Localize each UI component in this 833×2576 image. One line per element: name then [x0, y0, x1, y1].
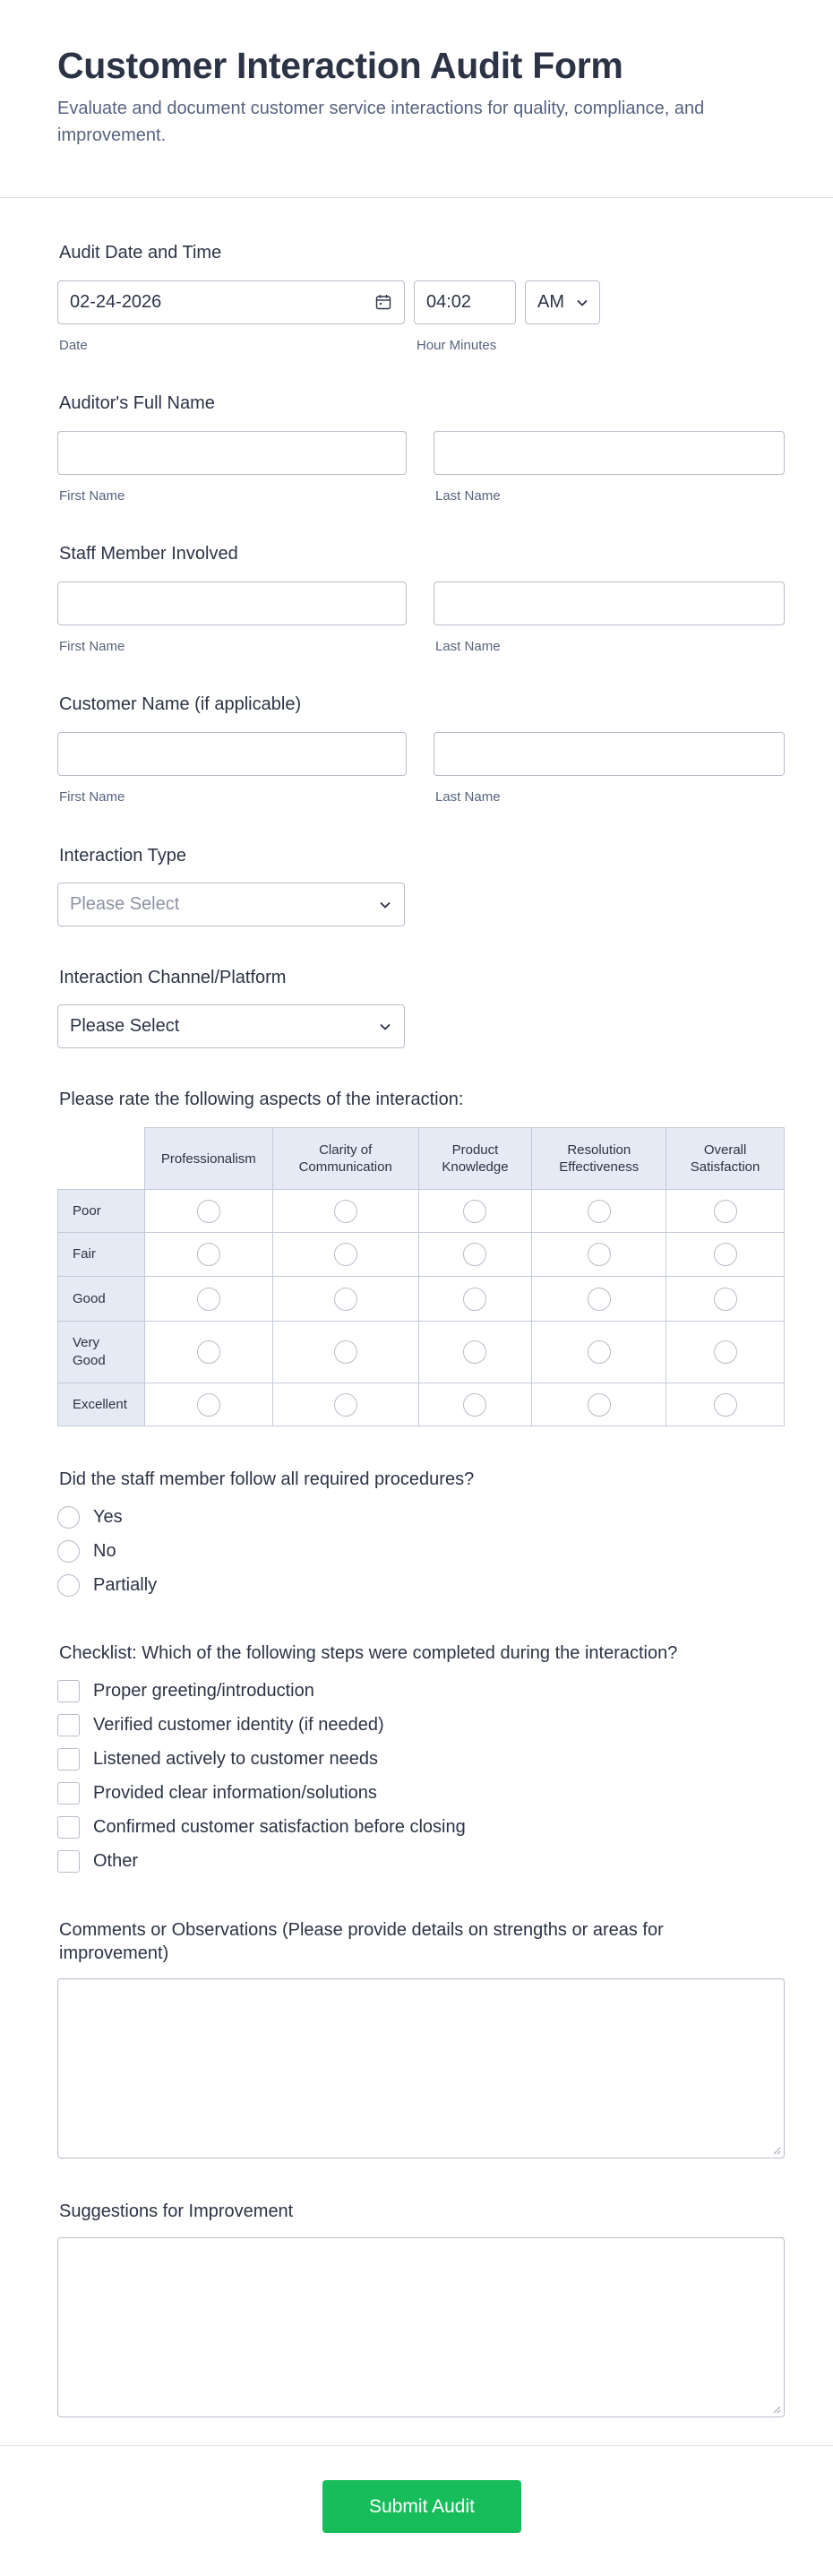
matrix-cell[interactable] [144, 1322, 272, 1383]
customer-name-label: Customer Name (if applicable) [59, 694, 302, 714]
matrix-cell[interactable] [144, 1233, 272, 1277]
auditor-first-name-sublabel: First Name [59, 488, 125, 504]
radio-button[interactable] [197, 1288, 220, 1311]
radio-button[interactable] [334, 1200, 357, 1223]
comments-textarea[interactable] [57, 1978, 785, 2158]
staff-last-name-sublabel: Last Name [435, 639, 501, 654]
date-sublabel: Date [59, 338, 88, 353]
radio-button[interactable] [588, 1200, 611, 1223]
matrix-cell[interactable] [532, 1233, 666, 1277]
matrix-cell[interactable] [418, 1277, 532, 1322]
matrix-cell[interactable] [532, 1190, 666, 1233]
radio-button[interactable] [463, 1200, 486, 1223]
procedures-option-yes[interactable] [57, 1506, 123, 1529]
matrix-row-very-good [58, 1322, 785, 1383]
matrix-cell[interactable] [272, 1277, 418, 1322]
time-input[interactable] [414, 280, 516, 324]
customer-last-name-sublabel: Last Name [435, 789, 501, 805]
radio-button[interactable] [588, 1288, 611, 1311]
interaction-type-label: Interaction Type [59, 846, 186, 866]
ampm-select[interactable] [525, 280, 600, 324]
radio-button[interactable] [588, 1393, 611, 1417]
option-label: Yes [93, 1507, 123, 1527]
auditor-last-name-input[interactable] [434, 431, 785, 475]
submit-audit-button[interactable]: Submit Audit [322, 2480, 521, 2533]
matrix-cell[interactable] [532, 1322, 666, 1383]
matrix-row-label: Very Good [58, 1322, 145, 1383]
ampm-value: AM [537, 292, 564, 312]
checkbox[interactable] [57, 1680, 80, 1702]
comments-label: Comments or Observations (Please provide details on strengths or areas for improvement) [59, 1920, 664, 1963]
option-label: Other [93, 1851, 139, 1871]
option-label: Verified customer identity (if needed) [93, 1715, 384, 1735]
checklist-option-verified-identity[interactable] [57, 1714, 384, 1736]
radio-button[interactable] [463, 1288, 486, 1311]
staff-first-name-sublabel: First Name [59, 639, 125, 654]
time-sublabel: Hour Minutes [416, 338, 497, 353]
checklist-label: Checklist: Which of the following steps were completed during the interaction? [59, 1643, 678, 1663]
checkbox[interactable] [57, 1748, 80, 1770]
audit-datetime-label: Audit Date and Time [59, 243, 222, 263]
date-value: 02-24-2026 [70, 292, 162, 312]
suggestions-label: Suggestions for Improvement [59, 2201, 294, 2221]
matrix-col-professionalism: Professionalism [144, 1128, 272, 1190]
matrix-cell[interactable] [144, 1190, 272, 1233]
radio-button[interactable] [588, 1243, 611, 1266]
calendar-icon[interactable] [375, 294, 391, 310]
radio-button[interactable] [334, 1288, 357, 1311]
option-label: Provided clear information/solutions [93, 1783, 377, 1803]
auditor-name-label: Auditor's Full Name [59, 393, 215, 413]
interaction-type-value: Please Select [70, 894, 180, 914]
matrix-row-fair [58, 1233, 785, 1277]
matrix-row-label: Fair [58, 1233, 145, 1277]
rating-label: Please rate the following aspects of the interaction: [59, 1090, 464, 1109]
matrix-cell[interactable] [666, 1277, 785, 1322]
interaction-channel-label: Interaction Channel/Platform [59, 968, 287, 987]
interaction-channel-select[interactable] [57, 1004, 405, 1048]
matrix-cell[interactable] [418, 1383, 532, 1426]
radio-button[interactable] [334, 1243, 357, 1266]
staff-member-label: Staff Member Involved [59, 544, 238, 564]
staff-last-name-input[interactable] [434, 582, 785, 625]
radio-button[interactable] [463, 1243, 486, 1266]
radio-button[interactable] [714, 1393, 737, 1417]
matrix-col-clarity: Clarity of Communication [272, 1128, 418, 1190]
matrix-cell[interactable] [272, 1233, 418, 1277]
radio-button[interactable] [463, 1340, 486, 1364]
matrix-cell[interactable] [418, 1190, 532, 1233]
matrix-cell[interactable] [418, 1322, 532, 1383]
matrix-cell[interactable] [144, 1383, 272, 1426]
option-label: Proper greeting/introduction [93, 1681, 314, 1701]
chevron-down-icon [576, 297, 588, 309]
form-header [0, 0, 833, 198]
checkbox[interactable] [57, 1714, 80, 1736]
matrix-row-excellent [58, 1383, 785, 1426]
matrix-cell[interactable] [272, 1322, 418, 1383]
resize-handle-icon[interactable] [772, 2146, 781, 2155]
matrix-cell[interactable] [666, 1322, 785, 1383]
checklist-option-greeting[interactable] [57, 1680, 314, 1702]
matrix-col-overall: Overall Satisfaction [666, 1128, 785, 1190]
matrix-cell[interactable] [272, 1383, 418, 1426]
option-label: Partially [93, 1575, 158, 1595]
procedures-label: Did the staff member follow all required procedures? [59, 1469, 475, 1489]
procedures-option-partially[interactable] [57, 1574, 157, 1597]
matrix-cell[interactable] [272, 1190, 418, 1233]
radio-button[interactable] [197, 1243, 220, 1266]
matrix-cell[interactable] [666, 1233, 785, 1277]
form-title: Customer Interaction Audit Form [57, 45, 623, 86]
resize-handle-icon[interactable] [772, 2405, 781, 2414]
matrix-corner [58, 1128, 145, 1190]
customer-first-name-sublabel: First Name [59, 789, 125, 805]
option-label: Listened actively to customer needs [93, 1749, 378, 1769]
chevron-down-icon [379, 1021, 391, 1033]
checklist-option-listened[interactable] [57, 1748, 378, 1770]
option-label: Confirmed customer satisfaction before closing [93, 1817, 466, 1837]
checkbox[interactable] [57, 1782, 80, 1805]
checklist-option-confirmed-satisfaction[interactable] [57, 1816, 466, 1839]
interaction-channel-value: Please Select [70, 1016, 180, 1036]
customer-last-name-input[interactable] [434, 732, 785, 776]
auditor-last-name-sublabel: Last Name [435, 488, 501, 504]
radio-button[interactable] [334, 1393, 357, 1417]
option-label: No [93, 1541, 116, 1561]
date-input[interactable] [57, 280, 405, 324]
matrix-col-resolution: Resolution Effectiveness [532, 1128, 666, 1190]
checklist-option-other[interactable] [57, 1850, 138, 1873]
matrix-cell[interactable] [532, 1277, 666, 1322]
matrix-col-product-knowledge: Product Knowledge [418, 1128, 532, 1190]
matrix-row-good [58, 1277, 785, 1322]
radio-button[interactable] [714, 1340, 737, 1364]
matrix-cell[interactable] [144, 1277, 272, 1322]
radio-button[interactable] [197, 1393, 220, 1417]
form-description: Evaluate and document customer service interactions for quality, compliance, and improvement. [57, 99, 705, 145]
customer-first-name-input[interactable] [57, 732, 407, 776]
footer-divider [0, 2445, 833, 2446]
radio-button[interactable] [197, 1200, 220, 1223]
rating-matrix [57, 1127, 785, 1426]
suggestions-textarea[interactable] [57, 2237, 785, 2417]
checkbox[interactable] [57, 1816, 80, 1839]
matrix-cell[interactable] [666, 1190, 785, 1233]
checklist-option-clear-info[interactable] [57, 1782, 377, 1805]
radio-button[interactable] [714, 1288, 737, 1311]
radio-button[interactable] [57, 1574, 80, 1597]
auditor-first-name-input[interactable] [57, 431, 407, 475]
matrix-cell[interactable] [532, 1383, 666, 1426]
radio-button[interactable] [57, 1506, 80, 1529]
matrix-row-label: Good [58, 1277, 145, 1322]
radio-button[interactable] [714, 1243, 737, 1266]
interaction-type-select[interactable] [57, 883, 405, 926]
procedures-option-no[interactable] [57, 1540, 116, 1563]
matrix-row-label: Excellent [58, 1383, 145, 1426]
matrix-row-poor [58, 1190, 785, 1233]
time-value: 04:02 [426, 292, 472, 312]
radio-button[interactable] [334, 1340, 357, 1364]
radio-button[interactable] [197, 1340, 220, 1364]
staff-first-name-input[interactable] [57, 582, 407, 625]
chevron-down-icon [379, 899, 391, 911]
radio-button[interactable] [57, 1540, 80, 1563]
matrix-cell[interactable] [666, 1383, 785, 1426]
radio-button[interactable] [463, 1393, 486, 1417]
matrix-row-label: Poor [58, 1190, 145, 1233]
radio-button[interactable] [714, 1200, 737, 1223]
checkbox[interactable] [57, 1850, 80, 1873]
radio-button[interactable] [588, 1340, 611, 1364]
matrix-cell[interactable] [418, 1233, 532, 1277]
